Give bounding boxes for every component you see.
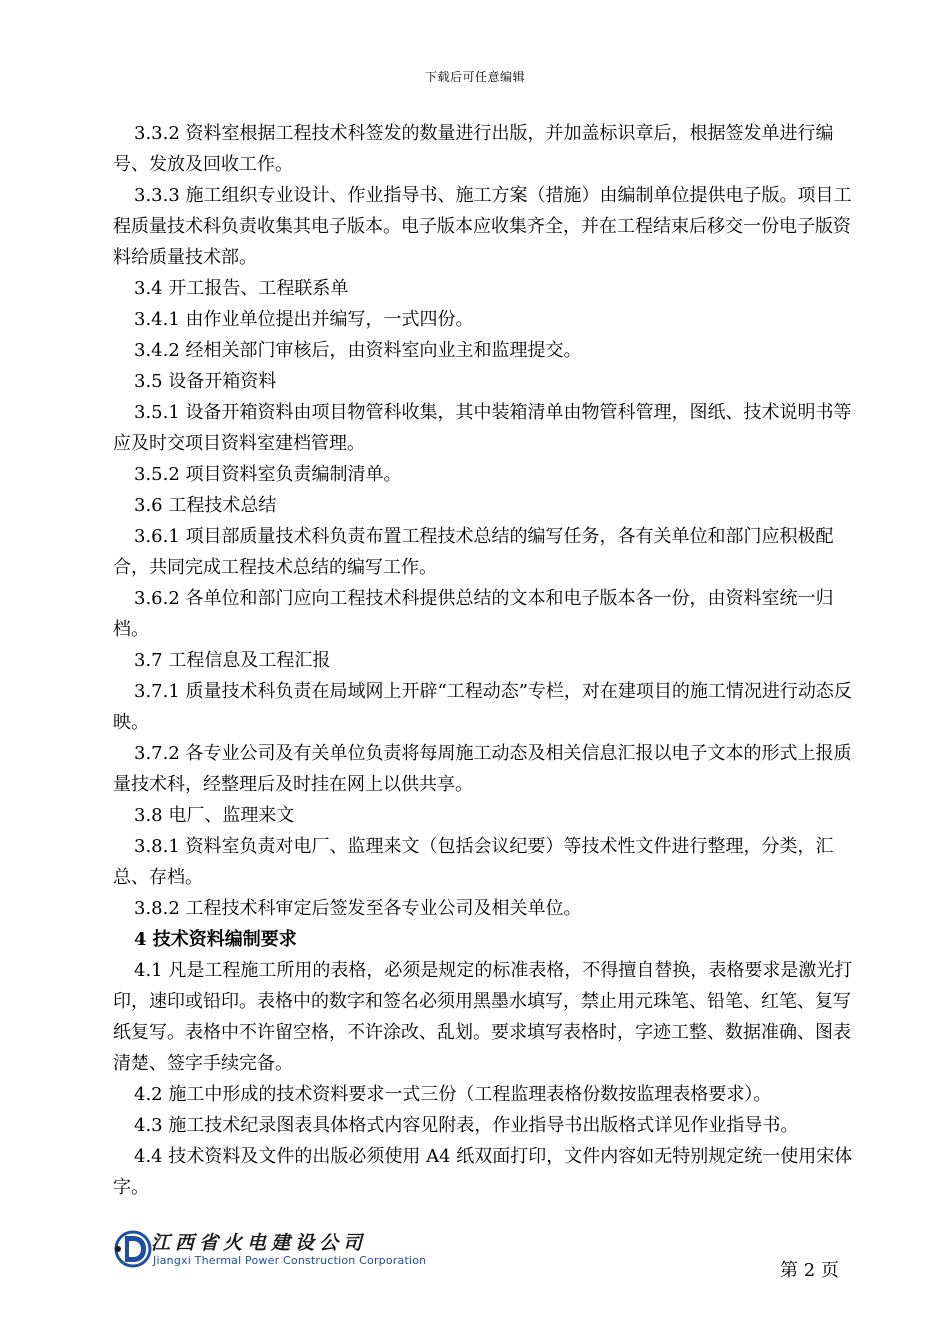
paragraph: 3.4 开工报告、工程联系单: [134, 278, 349, 299]
paragraph: 4.1 凡是工程施工所用的表格，必须是规定的标准表格，不得擅自替换，表格要求是激光打印，速印或铅印。表格中的数字和签名必须用黑墨水填写，禁止用元珠笔、铅笔、红笔、复写纸复写。表格中不许留空格，不许涂改、乱划。要求填写表格时，字迹工整、数据准确、图表清楚、签字手续完备。: [113, 960, 853, 1074]
company-logo-chinese-name: 江西省火电建设公司: [151, 1232, 368, 1254]
paragraph: 3.4.2 经相关部门审核后，由资料室向业主和监理提交。: [134, 340, 582, 361]
section-heading: 4 技术资料编制要求: [134, 929, 297, 950]
paragraph: 3.5.2 项目资料室负责编制清单。: [134, 464, 402, 485]
document-body: [113, 118, 859, 1203]
paragraph: 3.6.2 各单位和部门应向工程技术科提供总结的文本和电子版本各一份，由资料室统一归档。: [113, 588, 834, 640]
paragraph: 3.4.1 由作业单位提出并编写，一式四份。: [134, 309, 474, 330]
paragraph: 4.4 技术资料及文件的出版必须使用 A4 纸双面打印，文件内容如无特别规定统一使用宋体字。: [113, 1146, 853, 1198]
paragraph: 3.6 工程技术总结: [134, 495, 277, 516]
paragraph: 3.3.2 资料室根据工程技术科签发的数量进行出版，并加盖标识章后，根据签发单进行编号、发放及回收工作。: [113, 123, 834, 175]
paragraph: 3.7 工程信息及工程汇报: [134, 650, 331, 671]
paragraph: 3.6.1 项目部质量技术科负责布置工程技术总结的编写任务，各有关单位和部门应积极配合，共同完成工程技术总结的编写工作。: [113, 526, 834, 578]
paragraph: 4.2 施工中形成的技术资料要求一式三份（工程监理表格份数按监理表格要求）。: [134, 1084, 772, 1105]
paragraph: 3.3.3 施工组织专业设计、作业指导书、施工方案（措施）由编制单位提供电子版。项目工程质量技术科负责收集其电子版本。电子版本应收集齐全，并在工程结束后移交一份电子版资料给质量技术部。: [113, 185, 852, 268]
page-number: 第 2 页: [780, 1260, 839, 1281]
paragraph: 3.8 电厂、监理来文: [134, 805, 295, 826]
company-logo: [113, 1226, 427, 1272]
paragraph: 3.5 设备开箱资料: [134, 371, 277, 392]
paragraph: 3.8.1 资料室负责对电厂、监理来文（包括会议纪要）等技术性文件进行整理，分类，汇总、存档。: [113, 836, 834, 888]
paragraph: 3.8.2 工程技术科审定后签发至各专业公司及相关单位。: [134, 898, 582, 919]
company-logo-english-name: Jiangxi Thermal Power Construction Corporation: [153, 1254, 427, 1267]
company-logo-icon: [113, 1226, 155, 1272]
paragraph: 4.3 施工技术纪录图表具体格式内容见附表，作业指导书出版格式详见作业指导书。: [134, 1115, 799, 1136]
paragraph: 3.7.1 质量技术科负责在局域网上开辟“工程动态”专栏，对在建项目的施工情况进行动态反映。: [113, 681, 852, 733]
header-note: 下载后可任意编辑: [424, 70, 525, 84]
paragraph: 3.7.2 各专业公司及有关单位负责将每周施工动态及相关信息汇报以电子文本的形式上报质量技术科，经整理后及时挂在网上以供共享。: [113, 743, 852, 795]
paragraph: 3.5.1 设备开箱资料由项目物管科收集，其中装箱清单由物管科管理，图纸、技术说明书等应及时交项目资料室建档管理。: [113, 402, 852, 454]
